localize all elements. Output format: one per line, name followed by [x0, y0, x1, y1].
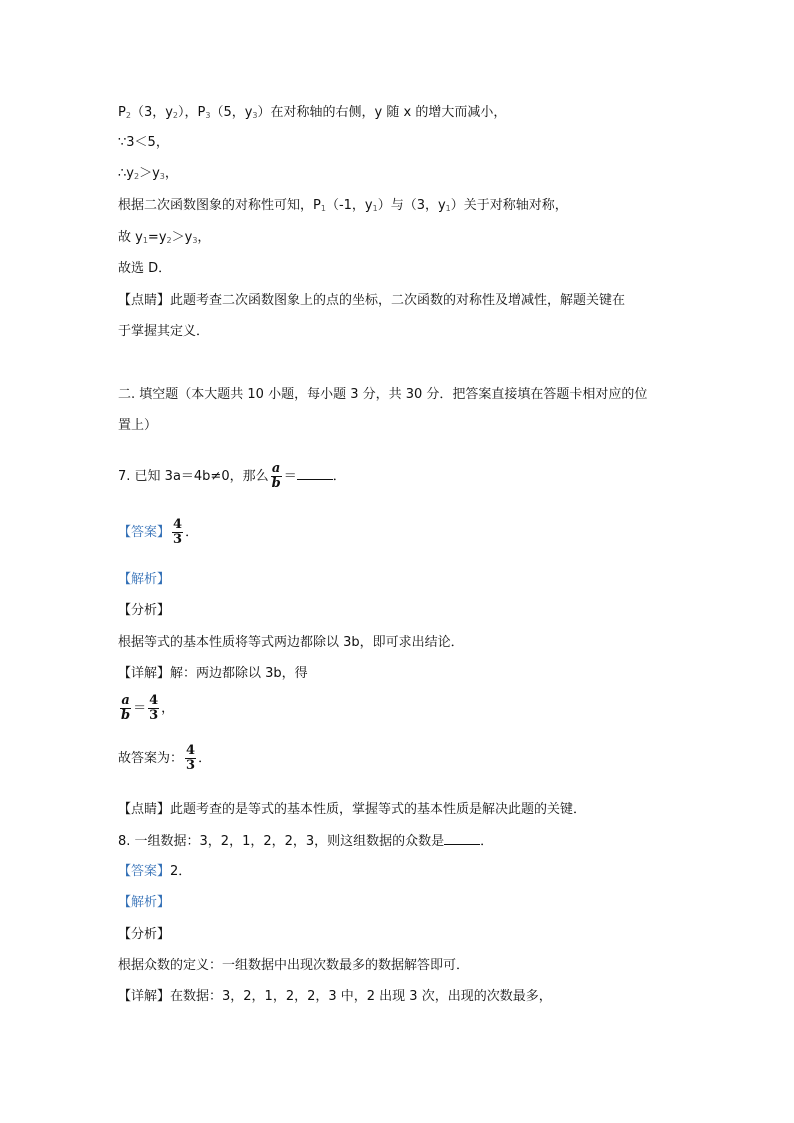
q7-xiangjie: 【详解】解：两边都除以 3b，得 — [118, 666, 308, 681]
q7-fenxi-tag: 【分析】 — [118, 603, 171, 618]
q8-stem: 8. 一组数据：3，2，1，2，2，3，则这组数据的众数是 ． — [118, 834, 494, 849]
q6-choice: 故选 D． — [118, 261, 172, 276]
q6-line-therefore: $\therefore y_2>y_3$， — [118, 166, 178, 181]
q8-answer: 【答案】2． — [118, 864, 192, 879]
q6-line-p2-p3: $P_2(3$，$y_2$），$P_3(5$，$y_3$）在对称轴的右侧，y 随 x 的增大而减小， — [118, 105, 507, 120]
q6-line-symmetry: 根据二次函数图象的对称性可知，$P_1(-1$，$y_1$）与（3，$y_1$）关于对称轴对称， — [118, 198, 568, 213]
q8-fenxi-tag: 【分析】 — [118, 927, 171, 942]
q7-answer: 【答案】 $\frac{4}{3}$ ． — [118, 517, 199, 547]
q8-xiangjie: 【详解】在数据：3，2，1，2，2，3 中，2 出现 3 次，出现的次数最多， — [118, 989, 552, 1004]
q6-line-conclusion: 故 $y_1=y_2>y_3$， — [118, 230, 211, 245]
dianjing-tag: 【点睛】 — [118, 293, 171, 308]
answer-blank — [297, 467, 333, 480]
q7-dianjing: 【点睛】此题考查的是等式的基本性质，掌握等式的基本性质是解决此题的关键． — [118, 802, 587, 817]
q6-dianjing-cont: 于掌握其定义． — [118, 324, 210, 339]
answer-blank — [444, 832, 480, 845]
answer-tag: 【答案】 — [118, 864, 171, 879]
q6-dianjing: 【点睛】此题考查二次函数图象上的点的坐标，二次函数的对称性及增减性，解题关键在 — [118, 293, 626, 308]
section-heading: 二. 填空题（本大题共 10 小题，每小题 3 分，共 30 分．把答案直接填在答题卡相对应的位 — [118, 387, 648, 402]
fraction-4-over-3: $\frac{4}{3}$ — [186, 743, 196, 773]
q7-jiexi-tag: 【解析】 — [118, 572, 171, 587]
answer-tag: 【答案】 — [118, 525, 171, 540]
fraction-a-over-b: $\frac{a}{b}$ — [271, 461, 281, 491]
q6-line-because: ∵3＜5， — [118, 135, 169, 150]
q7-stem: 7. 已知 3a＝4b≠0，那么 $\frac{a}{b}$ ＝ ． — [118, 461, 346, 491]
fraction-4-over-3: $\frac{4}{3}$ — [173, 517, 183, 547]
fraction-a-over-b: $\frac{a}{b}$ — [121, 693, 131, 723]
q7-equation: $\frac{a}{b}$ ＝ $\frac{4}{3}$ ， — [121, 693, 175, 723]
q8-fenxi-text: 根据众数的定义：一组数据中出现次数最多的数据解答即可． — [118, 958, 470, 973]
q8-jiexi-tag: 【解析】 — [118, 895, 171, 910]
q7-final: 故答案为： $\frac{4}{3}$ ． — [118, 743, 212, 773]
q7-fenxi-text: 根据等式的基本性质将等式两边都除以 3b，即可求出结论． — [118, 635, 464, 650]
section-heading-cont: 置上） — [118, 418, 158, 433]
fraction-4-over-3: $\frac{4}{3}$ — [149, 693, 159, 723]
